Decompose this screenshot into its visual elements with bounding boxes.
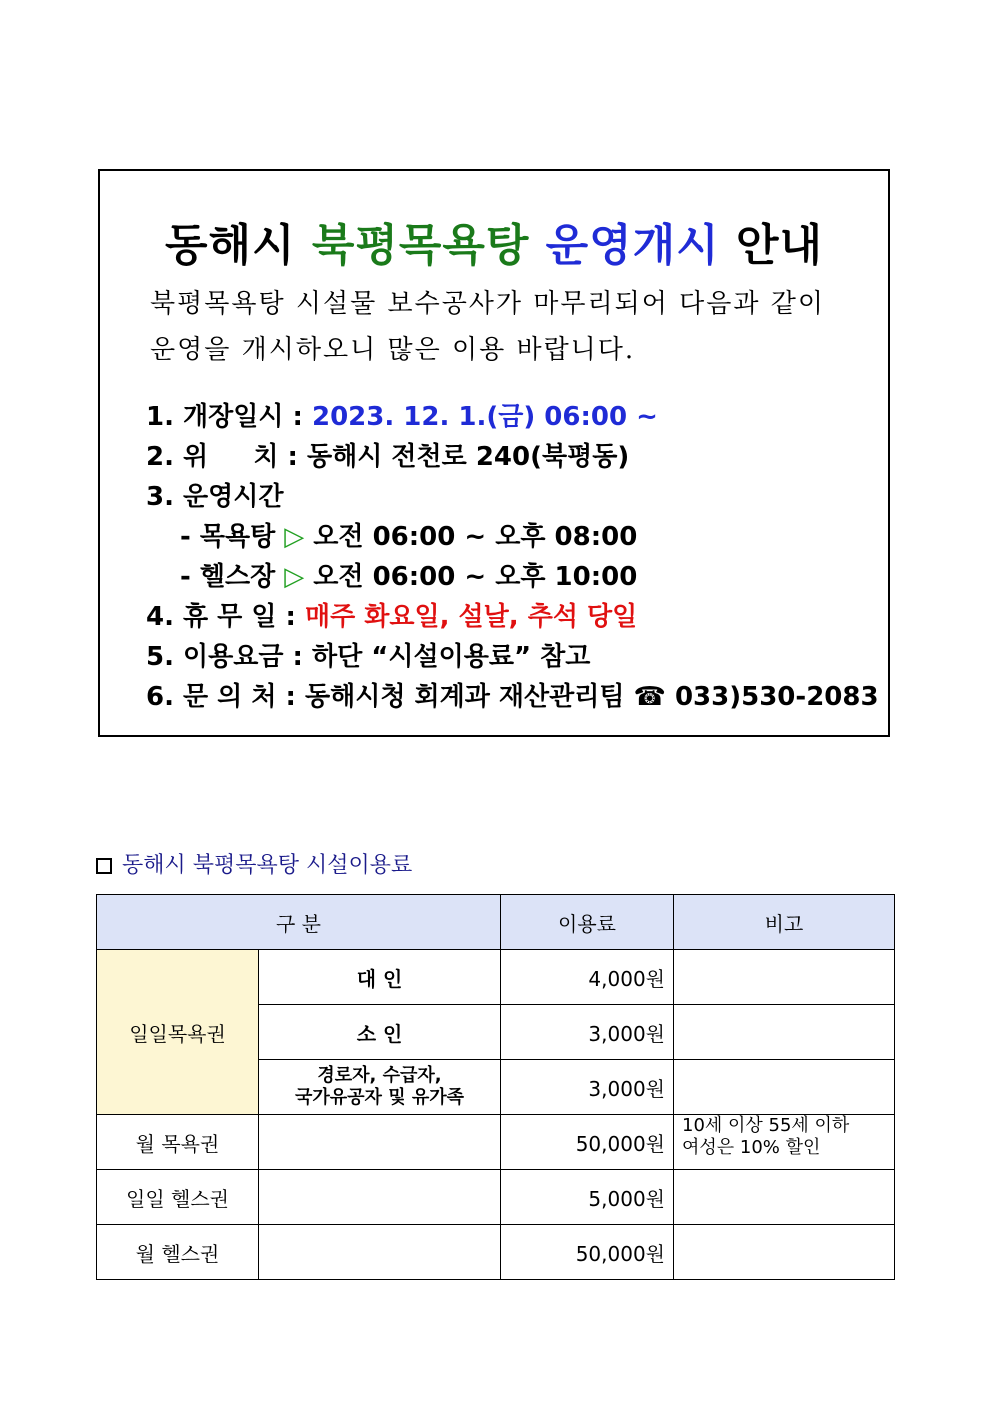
notice-title (100, 209, 888, 273)
subcategory-cell (259, 1060, 501, 1115)
subcategory-cell (259, 1115, 501, 1170)
item-contact (146, 677, 879, 717)
table-header-row (97, 895, 895, 950)
item-value: 오전 06:00 ~ 오후 08:00 (304, 522, 638, 552)
intro-line: 운영을 개시하오니 많은 이용 바랍니다. (150, 335, 636, 365)
triangle-arrow-icon: ▷ (284, 562, 305, 592)
title-facility: 북평목욕탕 (311, 220, 530, 271)
notice-items (146, 397, 879, 717)
item-label: - 목욕탕 (180, 522, 285, 552)
note-line: 여성은 10% 할인 (682, 1137, 821, 1158)
title-city: 동해시 (164, 220, 296, 271)
subcategory-cell: 소 인 (259, 1005, 501, 1060)
subcategory-cell (259, 1225, 501, 1280)
item-gym-hours (146, 557, 879, 597)
fee-cell: 50,000원 (501, 1225, 674, 1280)
item-location (146, 437, 879, 477)
item-value: 동해시 전천로 240(북평동) (307, 442, 630, 472)
item-label: - 헬스장 (180, 562, 285, 592)
header-fee: 이용료 (501, 895, 674, 950)
item-label: 5. 이용요금 : (146, 642, 312, 672)
subcategory-cell (259, 1170, 501, 1225)
item-label: 3. 운영시간 (146, 482, 284, 512)
category-cell: 월 헬스권 (97, 1225, 259, 1280)
category-cell: 일일 헬스권 (97, 1170, 259, 1225)
item-label: 2. 위 치 : (146, 442, 308, 472)
header-note: 비고 (674, 895, 895, 950)
triangle-arrow-icon: ▷ (284, 522, 305, 552)
category-cell: 월 목욕권 (97, 1115, 259, 1170)
fee-cell: 50,000원 (501, 1115, 674, 1170)
fee-section-title (96, 848, 412, 879)
item-closed (146, 597, 879, 637)
category-cell: 일일목욕권 (97, 950, 259, 1115)
note-cell (674, 1115, 895, 1170)
fee-cell: 4,000원 (501, 950, 674, 1005)
subcategory-line: 경로자, 수급자, (317, 1065, 442, 1086)
fee-cell: 5,000원 (501, 1170, 674, 1225)
item-bath-hours (146, 517, 879, 557)
item-label: 1. 개장일시 : (146, 402, 312, 432)
title-notice: 안내 (736, 220, 824, 271)
item-value: 매주 화요일, 설날, 추석 당일 (304, 602, 638, 632)
fee-cell: 3,000원 (501, 1060, 674, 1115)
subcategory-line: 국가유공자 및 유가족 (294, 1087, 465, 1108)
item-value: 오전 06:00 ~ 오후 10:00 (304, 562, 638, 592)
intro-paragraph (150, 281, 850, 373)
note-line: 10세 이상 55세 이하 (682, 1115, 850, 1136)
item-opening (146, 397, 879, 437)
note-cell (674, 1060, 895, 1115)
table-row (97, 1170, 895, 1225)
item-fees (146, 637, 879, 677)
item-value: 하단 “시설이용료” 참고 (312, 642, 591, 672)
header-category: 구 분 (97, 895, 501, 950)
fee-section-title-text: 동해시 북평목욕탕 시설이용료 (122, 853, 413, 878)
square-bullet-icon (96, 858, 112, 874)
table-row (97, 950, 895, 1005)
note-cell (674, 1170, 895, 1225)
table-row (97, 1115, 895, 1170)
item-value: 2023. 12. 1.(금) 06:00 ~ (312, 402, 658, 432)
fee-table (96, 894, 895, 1280)
note-cell (674, 1225, 895, 1280)
note-cell (674, 950, 895, 1005)
intro-line: 북평목욕탕 시설물 보수공사가 마무리되어 다음과 같이 (150, 289, 825, 319)
subcategory-cell: 대 인 (259, 950, 501, 1005)
table-row (97, 1225, 895, 1280)
title-opening: 운영개시 (545, 220, 720, 271)
notice-box (98, 169, 890, 737)
item-label: 4. 휴 무 일 : (146, 602, 305, 632)
item-value: 동해시청 회계과 재산관리팀 ☎ 033)530-2083 (304, 682, 879, 712)
item-label: 6. 문 의 처 : (146, 682, 305, 712)
item-hours (146, 477, 879, 517)
fee-cell: 3,000원 (501, 1005, 674, 1060)
note-cell (674, 1005, 895, 1060)
